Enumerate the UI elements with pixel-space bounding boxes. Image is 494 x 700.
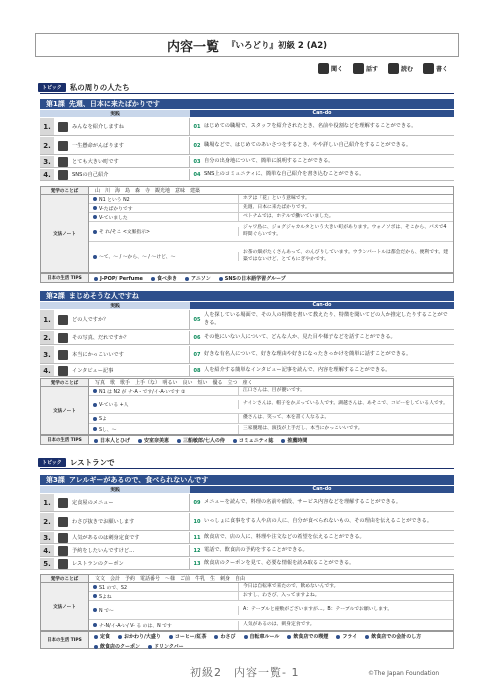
tips-row	[40, 273, 454, 283]
table-subhead	[40, 110, 454, 117]
keyword-list: 文文 会計 予約 電話番号 〜様 ご前 牛乳 生 刺身 自由	[95, 576, 246, 582]
bullet-icon	[287, 635, 291, 639]
grammar-example: ジャワ島に、ジョグジャカルタという大きい町があります。ウォノソボは、そこから、バスで4時間ぐらいです。	[243, 225, 447, 237]
topic-title: 私の周りの人たち	[69, 83, 130, 92]
grammar-example: おすし、わさび、入ってますよね。	[243, 592, 320, 598]
row-number: 1.	[40, 118, 54, 135]
table-row	[40, 310, 454, 330]
grammar-pattern: N で〜	[99, 608, 114, 614]
topic-tag: トピック	[38, 458, 66, 467]
cando-code: 10	[193, 518, 201, 525]
bullet-icon	[94, 645, 98, 649]
cando-code: 09	[193, 499, 201, 506]
bullet-icon	[138, 439, 142, 443]
subhead-right: Can-do	[190, 486, 454, 493]
lesson-header	[40, 99, 454, 109]
page-subtitle: 『いろどり』初級 2 (A2)	[226, 41, 328, 51]
row-activity: みんなを紹介しますね	[72, 124, 124, 130]
row-activity: 定食屋のメニュー	[72, 500, 114, 506]
row-number: 3.	[40, 156, 54, 167]
topic-header	[38, 457, 115, 468]
lesson-title: アレルギーがあるので、食べられないんです	[68, 476, 209, 484]
tip-item: 三船敏郎/七人の侍	[183, 438, 225, 444]
grammar-example: A：テーブルと座敷がございますが…。B：テーブルでお願いします。	[243, 606, 393, 612]
subhead-left: 実践	[40, 302, 190, 309]
row-number: 3.	[40, 346, 54, 363]
bullet-icon	[93, 403, 97, 407]
page-title: 内容一覧	[166, 39, 219, 55]
row-number: 1.	[40, 494, 54, 511]
bullet-icon	[93, 215, 97, 219]
skill-icon	[58, 157, 68, 167]
row-activity: 予約をしたいんですけど…	[72, 548, 135, 554]
topic-title: レストランで	[69, 458, 115, 467]
row-activity: わさび抜きでお願いします	[72, 519, 135, 525]
bullet-icon	[93, 255, 97, 259]
row-activity: SNSの自己紹介	[72, 172, 109, 178]
row-number: 2.	[40, 513, 54, 530]
keyword-label: 覚学のことば	[41, 187, 89, 194]
divider	[40, 468, 454, 469]
skill-icon	[58, 498, 68, 508]
cando-text: 飲食店のクーポンを見て、必要な情報を読み取ることができる。	[204, 559, 355, 566]
tip-item: コミュニティ誌	[238, 438, 274, 444]
cando-text: メニューを読んで、料理の名前や値段、サービス内容などを理解することができる。	[204, 498, 402, 505]
cando-text: 職場などで、はじめてのあいさつをするとき、やや詳しい自己紹介をすることができる。	[204, 141, 412, 148]
bullet-icon	[214, 635, 218, 639]
bullet-icon	[94, 277, 98, 281]
row-activity: 人気があるのは刺身定食です	[72, 535, 140, 541]
cando-code: 12	[193, 547, 201, 554]
tips-row	[40, 435, 454, 445]
lesson-number: 第1課	[46, 100, 65, 108]
tip-item: ドリンクバー	[154, 644, 184, 650]
skill-icon	[58, 517, 68, 527]
bullet-icon	[93, 389, 97, 393]
cando-text: はじめての職場で、スタッフを紹介されたとき、名前や役割などを理解することができる。	[204, 122, 417, 129]
cando-code: 06	[193, 334, 201, 341]
bullet-icon	[93, 623, 97, 627]
cando-text: 電話で、飲食店の予約をすることができる。	[204, 546, 308, 553]
cando-code: 03	[193, 158, 201, 165]
bullet-icon	[118, 635, 122, 639]
grammar-example: 先週、日本に来たばかりです。	[243, 204, 310, 210]
grammar-example: 江口さんは、目が優いです。	[243, 387, 305, 393]
grammar-pattern: V-ていました	[99, 215, 128, 221]
write-icon	[423, 63, 434, 74]
tip-item: J-POP/ Perfume	[100, 275, 143, 282]
row-activity: どの人ですか？	[72, 317, 109, 323]
skill-icon	[58, 546, 68, 556]
lesson-number: 第3課	[46, 476, 65, 484]
cando-text: SNS上のコミュニティに、簡単な自己紹介を書き込むことができる。	[204, 170, 365, 177]
skill-legend	[318, 63, 448, 74]
bullet-icon	[93, 417, 97, 421]
tip-item: 飲食店での会計のし方	[371, 634, 422, 640]
grammar-label: 文法ノート	[41, 387, 89, 434]
lesson-number: 第2課	[46, 292, 65, 300]
skill-icon	[58, 141, 68, 151]
table-row	[40, 118, 454, 136]
topic-header	[38, 82, 130, 93]
page-footer-label: 初級2 内容一覧- 1	[190, 666, 300, 679]
grammar-example: 人気があるのは、刺身定食です。	[243, 621, 315, 627]
grammar-pattern: V-たばかりです	[99, 206, 133, 212]
bullet-icon	[94, 635, 98, 639]
grammar-example: 三家優理は、演技が上手だし、本当にかっこいいです。	[243, 425, 363, 431]
table-row	[40, 346, 454, 364]
tips-label: 日本の生活 TIPS	[41, 274, 89, 282]
lesson-title: 先週、日本に来たばかりです	[68, 100, 160, 108]
bullet-icon	[93, 230, 97, 234]
bullet-icon	[93, 206, 97, 210]
row-activity: インタビュー記事	[72, 368, 114, 374]
grammar-example: ホアは「花」という意味です。	[243, 195, 310, 201]
cando-code: 11	[193, 534, 201, 541]
grammar-pattern: V-ている +人	[99, 403, 129, 408]
lesson-header	[40, 291, 454, 301]
keyword-label: 覚学のことば	[41, 575, 89, 582]
grammar-note	[40, 583, 454, 631]
keyword-list: 写真 歌 歌手 上手（な） 明るい 良い 短い 優る 立つ 座く	[95, 380, 253, 386]
row-number: 3.	[40, 532, 54, 543]
row-number: 4.	[40, 365, 54, 376]
legend-listen: 聞く	[318, 63, 343, 74]
bullet-icon	[233, 439, 237, 443]
grammar-pattern: Sよね	[99, 594, 112, 600]
tip-item: 推薦時間	[287, 438, 308, 444]
grammar-pattern: N1 は N2 が ナ-A・です/イ-A-いです ②	[99, 389, 186, 395]
subhead-right: Can-do	[190, 110, 454, 117]
speak-icon	[353, 63, 364, 74]
cando-text: 人を紹介する簡単なインタビュー記事を読んで、内容を理解することができる。	[204, 366, 391, 373]
tip-item: アニソン	[190, 276, 211, 282]
cando-text: いっしょに食事をする人や店の人に、自分が食べられないもの、その理由を伝えることができる。	[204, 517, 433, 524]
bullet-icon	[281, 439, 285, 443]
row-activity: その写真、だれですか？	[72, 335, 130, 341]
grammar-pattern: S1 ので、S2	[99, 585, 128, 591]
cando-code: 08	[193, 367, 201, 374]
subhead-left: 実践	[40, 486, 190, 493]
skill-icon	[58, 315, 68, 325]
tip-item: 定食	[100, 634, 111, 640]
grammar-example: 優さんは、笑って、本を書く人なるよ。	[243, 415, 330, 421]
grammar-pattern: ナ-N/イ-A-い/ V- る のは、N です	[99, 623, 172, 629]
cando-text: 人を探している場面で、その人の特徴を書いて教えたり、特徴を聞いてどの人か推定したりすることができる。	[204, 312, 448, 326]
skill-icon	[58, 333, 68, 343]
subhead-left: 実践	[40, 110, 190, 117]
row-activity: レストランのクーポン	[72, 561, 124, 567]
cando-text: その他にいない人について、どんな人か、見た目や様子などを話すことができる。	[204, 333, 396, 340]
row-number: 1.	[40, 310, 54, 329]
cando-text: 好きな有名人について、好きな理由や好きになったきっかけを簡単に話すことができる。	[204, 350, 412, 357]
grammar-note	[40, 387, 454, 435]
grammar-pattern: そ れ/そこ <文脈指示>	[99, 230, 151, 235]
table-subhead	[40, 302, 454, 309]
skill-icon	[58, 559, 68, 569]
legend-read: 読む	[388, 63, 413, 74]
bullet-icon	[148, 645, 152, 649]
lesson-title: まじめそうな人ですね	[68, 292, 139, 300]
tips-label: 日本の生活 TIPS	[41, 436, 89, 444]
topic-tag: トピック	[38, 83, 66, 92]
cando-code: 02	[193, 142, 201, 149]
tip-item: 日本人とひげ	[100, 438, 131, 444]
tip-item: SNSの日本語学習グループ	[224, 276, 286, 282]
bullet-icon	[365, 635, 369, 639]
grammar-pattern: N1 という N2	[99, 197, 130, 203]
bullet-icon	[244, 635, 248, 639]
row-activity: 一生懸命がんばります	[72, 143, 124, 149]
bullet-icon	[185, 277, 189, 281]
bullet-icon	[93, 594, 97, 598]
row-activity: 本当にかっこいいです	[72, 352, 124, 358]
grammar-label: 文法ノート	[41, 583, 89, 630]
row-number: 4.	[40, 169, 54, 180]
table-row	[40, 169, 454, 181]
bullet-icon	[169, 635, 173, 639]
tip-item: 食べ歩き	[156, 276, 177, 282]
bullet-icon	[93, 608, 97, 612]
grammar-example: 今日は自転車で来たので、飲めないんです。	[243, 583, 339, 589]
row-number: 2.	[40, 331, 54, 344]
bullet-icon	[93, 427, 97, 431]
tips-row	[40, 631, 454, 649]
bullet-icon	[219, 277, 223, 281]
keyword-label: 覚学のことば	[41, 379, 89, 386]
skill-icon	[58, 533, 68, 543]
cando-code: 01	[193, 123, 201, 130]
ear-icon	[318, 63, 329, 74]
cando-text: 自分の出身地について、簡単に説明することができる。	[204, 157, 334, 164]
grammar-label: 文法ノート	[41, 195, 89, 272]
bullet-icon	[93, 197, 97, 201]
row-activity: とても大きい町です	[72, 159, 119, 165]
table-row	[40, 137, 454, 155]
copyright: ©The Japan Foundation	[368, 670, 440, 677]
cando-code: 07	[193, 351, 201, 358]
table-subhead	[40, 486, 454, 493]
table-row	[40, 494, 454, 512]
tip-item: コーヒー/紅茶	[174, 634, 207, 640]
skill-icon	[58, 170, 68, 180]
table-row	[40, 513, 454, 531]
document-title-box	[35, 33, 459, 57]
tip-item: 飲食店での喫煙	[293, 634, 329, 640]
keyword-list: 山 川 海 島 森 寺 観光地 意味 建築	[95, 188, 201, 194]
cando-code: 04	[193, 171, 201, 178]
bullet-icon	[177, 439, 181, 443]
legend-speak: 話す	[353, 63, 378, 74]
grammar-note	[40, 195, 454, 273]
grammar-pattern: Sよ	[99, 417, 107, 422]
subhead-right: Can-do	[190, 302, 454, 309]
row-number: 4.	[40, 545, 54, 556]
tips-label: 日本の生活 TIPS	[41, 632, 89, 648]
bullet-icon	[94, 439, 98, 443]
tip-item: 飲食店のクーポン	[100, 644, 141, 650]
tip-item: 安室奈美恵	[144, 438, 170, 444]
cando-code: 05	[193, 316, 201, 323]
table-row	[40, 532, 454, 544]
bullet-icon	[151, 277, 155, 281]
cando-code: 13	[193, 560, 201, 567]
table-row	[40, 558, 454, 570]
legend-write: 書く	[423, 63, 448, 74]
tip-item: フライ	[342, 634, 358, 640]
table-row	[40, 365, 454, 377]
lesson-header	[40, 475, 454, 485]
tip-item: おかわり/大盛り	[124, 634, 161, 640]
table-row	[40, 156, 454, 168]
grammar-pattern: 〜て、〜 / 〜から、〜 / 〜けど、〜	[99, 255, 176, 260]
bullet-icon	[93, 585, 97, 589]
table-row	[40, 545, 454, 557]
skill-icon	[58, 366, 68, 376]
tip-item: わさび	[220, 634, 236, 640]
divider	[40, 93, 454, 94]
skill-icon	[58, 350, 68, 360]
bullet-icon	[336, 635, 340, 639]
read-icon	[388, 63, 399, 74]
row-number: 2.	[40, 137, 54, 154]
grammar-example: お茶の畑がたくさんあって、のんびりしています。ウランバートルは都会だから、便利です。建築ではないけど、とてもにぎやかです。	[243, 250, 449, 262]
skill-icon	[58, 122, 68, 132]
tip-item: 自転車ルール	[249, 634, 280, 640]
grammar-example: ベトナムでは、ホテルで働いていました。	[243, 213, 334, 219]
table-row	[40, 331, 454, 345]
cando-text: 飲食店で、店の人に、料理や注文などの希望を伝えることができる。	[204, 533, 365, 540]
grammar-pattern: Sし、〜	[99, 427, 117, 433]
row-number: 5.	[40, 558, 54, 569]
grammar-example: ナインさんは、帽子をかぶっている人です。湖越さんは、あそこで、コピーをしている人です。	[243, 401, 448, 407]
